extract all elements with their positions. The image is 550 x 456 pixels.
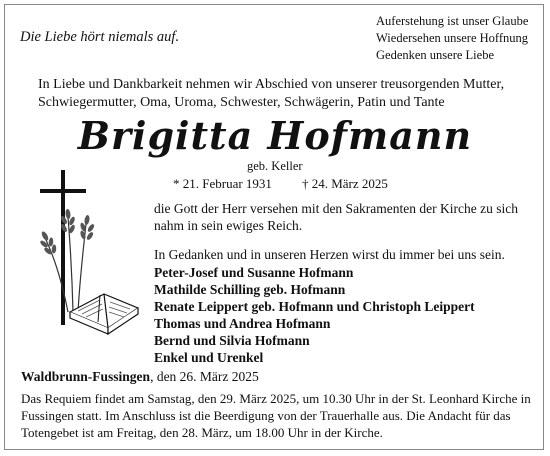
place-date-line [21, 369, 259, 385]
intro-text: In Liebe und Dankbarkeit nehmen wir Abschied von unserer treusorgenden Mutter, Schwiegermutter, Oma, Uroma, Schwester, Schwägerin, Patin und Tante [38, 77, 505, 110]
life-dates [173, 176, 388, 192]
verse-line: Wiedersehen unsere Hoffnung [376, 31, 528, 45]
mourner: Bernd und Silvia Hofmann [154, 333, 310, 348]
mourner: Mathilde Schilling geb. Hofmann [154, 282, 346, 297]
cross-wheat-bible-illustration [20, 162, 148, 362]
maiden-name: geb. Keller [247, 159, 303, 173]
funeral-info: Das Requiem findet am Samstag, den 29. März 2025, um 10.30 Uhr in der St. Leonhard Kirche in Fussingen statt. Im Anschluss ist die Beerdigung von der Trauerhalle aus. Die Andacht für das Totengebet ist am Freitag, den 28. März, um 18.00 Uhr in der Kirche. [21, 391, 531, 440]
birth-date: * 21. Februar 1931 [173, 176, 272, 191]
mourner: Renate Leippert geb. Hofmann und Christoph Leippert [154, 299, 475, 314]
death-date: † 24. März 2025 [301, 176, 388, 191]
verse [376, 13, 528, 64]
verse-line: Gedenken unsere Liebe [376, 48, 494, 62]
mourners-list [154, 264, 475, 366]
mourner: Peter-Josef und Susanne Hofmann [154, 265, 354, 280]
notice-date: , den 26. März 2025 [150, 369, 259, 384]
sacrament-text: die Gott der Herr versehen mit den Sakramenten der Kirche zu sich nahm in sein ewiges Reich. [154, 201, 518, 233]
place-name: Waldbrunn-Fussingen [21, 369, 151, 384]
memory-line: In Gedanken und in unseren Herzen wirst du immer bei uns sein. [154, 247, 505, 262]
deceased-name: Brigitta Hofmann [77, 113, 473, 158]
mourner: Enkel und Urenkel [154, 350, 264, 365]
verse-line: Auferstehung ist unser Glaube [376, 14, 529, 28]
motto: Die Liebe hört niemals auf. [20, 29, 180, 45]
mourner: Thomas und Andrea Hofmann [154, 316, 331, 331]
